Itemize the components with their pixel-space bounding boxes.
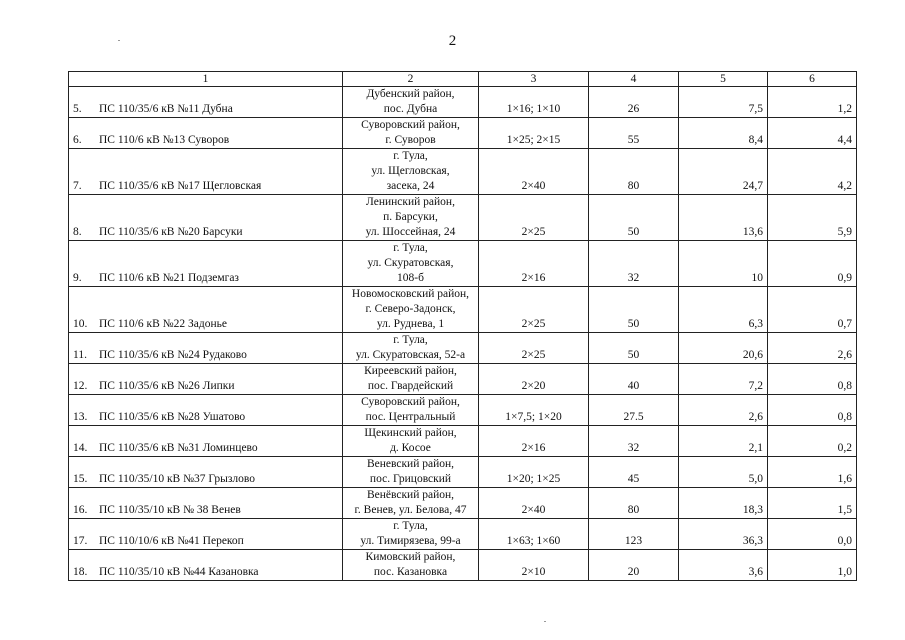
substation-name: ПС 110/6 кВ №22 Задонье (99, 318, 227, 330)
location-line: ул. Тимирязева, 99-а (360, 535, 461, 547)
substation-cell (69, 488, 343, 519)
table-row (69, 87, 857, 118)
row-number: 8. (73, 226, 82, 238)
location-cell (343, 488, 479, 519)
row-number: 11. (73, 349, 87, 361)
location-line: ул. Щегловская, (371, 165, 450, 177)
substation-name: ПС 110/35/6 кВ №11 Дубна (99, 103, 233, 115)
substation-cell (69, 333, 343, 364)
value-cell-c4: 45 (589, 457, 679, 488)
value-cell-c5: 5,0 (679, 457, 768, 488)
value-cell-c5: 10 (679, 241, 768, 287)
location-line: пос. Казановка (373, 566, 448, 578)
substation-name: ПС 110/35/6 кВ №26 Липки (99, 380, 235, 392)
value-cell-c5: 20,6 (679, 333, 768, 364)
table-row (69, 519, 857, 550)
value-cell-c5: 7,5 (679, 87, 768, 118)
table-row (69, 426, 857, 457)
value-cell-c3: 2×16 (479, 426, 589, 457)
row-number: 18. (73, 566, 88, 578)
location-cell (343, 241, 479, 287)
value-cell-c3: 2×25 (479, 195, 589, 241)
location-line: Ленинский район, (366, 196, 455, 208)
substation-name: ПС 110/35/6 кВ №31 Ломинцево (99, 442, 258, 454)
substation-cell (69, 519, 343, 550)
substation-cell (69, 364, 343, 395)
value-cell-c4: 80 (589, 149, 679, 195)
value-cell-c6: 0,8 (768, 364, 857, 395)
row-number: 12. (73, 380, 88, 392)
column-header: 5 (679, 72, 768, 87)
value-cell-c6: 1,2 (768, 87, 857, 118)
substation-cell (69, 118, 343, 149)
location-line: Веневский район, (366, 458, 455, 470)
table-row (69, 395, 857, 426)
table-row (69, 149, 857, 195)
row-number: 10. (73, 318, 88, 330)
column-header: 6 (768, 72, 857, 87)
value-cell-c5: 7,2 (679, 364, 768, 395)
location-line: Дубенский район, (366, 88, 455, 100)
location-line: пос. Центральный (365, 411, 456, 423)
substation-cell (69, 149, 343, 195)
value-cell-c5: 24,7 (679, 149, 768, 195)
value-cell-c3: 2×40 (479, 149, 589, 195)
location-line: Суворовский район, (361, 119, 460, 131)
location-line: п. Барсуки, (383, 211, 438, 223)
location-line: 108-б (397, 272, 424, 284)
value-cell-c3: 1×20; 1×25 (479, 457, 589, 488)
table-header-row (69, 72, 857, 87)
location-line: г. Тула, (393, 242, 428, 254)
substation-cell (69, 550, 343, 581)
location-cell (343, 333, 479, 364)
substation-name: ПС 110/35/6 кВ №17 Щегловская (99, 180, 262, 192)
location-cell (343, 118, 479, 149)
value-cell-c4: 50 (589, 287, 679, 333)
value-cell-c3: 2×10 (479, 550, 589, 581)
location-line: г. Венев, ул. Белова, 47 (354, 504, 467, 516)
location-cell (343, 395, 479, 426)
value-cell-c3: 2×16 (479, 241, 589, 287)
value-cell-c5: 2,6 (679, 395, 768, 426)
location-line: ул. Скуратовская, 52-а (355, 349, 466, 361)
value-cell-c5: 13,6 (679, 195, 768, 241)
table-row (69, 550, 857, 581)
location-line: г. Суворов (385, 134, 436, 146)
substation-cell (69, 287, 343, 333)
value-cell-c4: 50 (589, 195, 679, 241)
value-cell-c5: 2,1 (679, 426, 768, 457)
value-cell-c6: 1,0 (768, 550, 857, 581)
location-line: Суворовский район, (361, 396, 460, 408)
table-row (69, 457, 857, 488)
value-cell-c3: 1×63; 1×60 (479, 519, 589, 550)
value-cell-c4: 20 (589, 550, 679, 581)
table-row (69, 241, 857, 287)
substation-name: ПС 110/35/6 кВ №28 Ушатово (99, 411, 246, 423)
value-cell-c5: 36,3 (679, 519, 768, 550)
table-row (69, 195, 857, 241)
value-cell-c3: 2×25 (479, 287, 589, 333)
table-row (69, 364, 857, 395)
row-number: 15. (73, 473, 88, 485)
row-number: 17. (73, 535, 88, 547)
substation-name: ПС 110/6 кВ №21 Подземгаз (99, 272, 239, 284)
value-cell-c5: 18,3 (679, 488, 768, 519)
value-cell-c6: 1,5 (768, 488, 857, 519)
value-cell-c6: 0,2 (768, 426, 857, 457)
row-number: 6. (73, 134, 82, 146)
table-row (69, 333, 857, 364)
value-cell-c6: 0,9 (768, 241, 857, 287)
substation-cell (69, 241, 343, 287)
location-line: засека, 24 (386, 180, 435, 192)
value-cell-c3: 2×25 (479, 333, 589, 364)
location-line: Киреевский район, (364, 365, 457, 377)
column-header: 1 (69, 72, 343, 87)
row-number: 16. (73, 504, 88, 516)
substation-name: ПС 110/35/10 кВ №37 Грызлово (99, 473, 255, 485)
substation-cell (69, 426, 343, 457)
value-cell-c3: 1×16; 1×10 (479, 87, 589, 118)
value-cell-c6: 0,7 (768, 287, 857, 333)
location-line: ул. Скуратовская, (367, 257, 454, 269)
value-cell-c5: 6,3 (679, 287, 768, 333)
location-cell (343, 364, 479, 395)
value-cell-c6: 5,9 (768, 195, 857, 241)
location-line: г. Тула, (393, 150, 428, 162)
location-line: пос. Грицовский (369, 473, 452, 485)
row-number: 9. (73, 272, 82, 284)
value-cell-c4: 27.5 (589, 395, 679, 426)
location-cell (343, 195, 479, 241)
substation-name: ПС 110/35/10 кВ № 38 Венев (99, 504, 241, 516)
location-cell (343, 550, 479, 581)
value-cell-c3: 1×7,5; 1×20 (479, 395, 589, 426)
row-number: 14. (73, 442, 88, 454)
location-line: ул. Руднева, 1 (376, 318, 445, 330)
location-cell (343, 519, 479, 550)
value-cell-c6: 0,0 (768, 519, 857, 550)
value-cell-c4: 50 (589, 333, 679, 364)
location-line: г. Тула, (393, 520, 428, 532)
substation-name: ПС 110/6 кВ №13 Суворов (99, 134, 230, 146)
substation-cell (69, 457, 343, 488)
location-line: д. Косое (390, 442, 431, 454)
location-line: г. Северо-Задонск, (365, 303, 456, 315)
value-cell-c3: 2×20 (479, 364, 589, 395)
location-line: пос. Гвардейский (367, 380, 454, 392)
value-cell-c3: 2×40 (479, 488, 589, 519)
value-cell-c6: 0,8 (768, 395, 857, 426)
substation-name: ПС 110/10/6 кВ №41 Перекоп (99, 535, 244, 547)
table-row (69, 488, 857, 519)
value-cell-c6: 1,6 (768, 457, 857, 488)
row-number: 5. (73, 103, 82, 115)
location-cell (343, 87, 479, 118)
location-line: Новомосковский район, (351, 288, 470, 300)
location-cell (343, 287, 479, 333)
value-cell-c6: 4,2 (768, 149, 857, 195)
substation-name: ПС 110/35/6 кВ №24 Рудаково (99, 349, 247, 361)
location-line: Кимовский район, (365, 551, 456, 563)
value-cell-c4: 80 (589, 488, 679, 519)
value-cell-c6: 2,6 (768, 333, 857, 364)
location-line: Венёвский район, (366, 489, 455, 501)
location-cell (343, 457, 479, 488)
value-cell-c4: 26 (589, 87, 679, 118)
value-cell-c4: 55 (589, 118, 679, 149)
substation-name: ПС 110/35/10 кВ №44 Казановка (99, 566, 259, 578)
value-cell-c5: 8,4 (679, 118, 768, 149)
table-row (69, 287, 857, 333)
value-cell-c6: 4,4 (768, 118, 857, 149)
value-cell-c4: 40 (589, 364, 679, 395)
location-line: пос. Дубна (383, 103, 438, 115)
substation-cell (69, 195, 343, 241)
column-header: 4 (589, 72, 679, 87)
page-number: 2 (448, 33, 457, 49)
substations-table (68, 71, 857, 581)
table-row (69, 118, 857, 149)
location-line: г. Тула, (393, 334, 428, 346)
value-cell-c3: 1×25; 2×15 (479, 118, 589, 149)
substation-cell (69, 395, 343, 426)
column-header: 2 (343, 72, 479, 87)
value-cell-c4: 123 (589, 519, 679, 550)
substation-name: ПС 110/35/6 кВ №20 Барсуки (99, 226, 243, 238)
location-line: ул. Шоссейная, 24 (365, 226, 456, 238)
row-number: 13. (73, 411, 88, 423)
location-line: Щекинский район, (364, 427, 457, 439)
location-cell (343, 149, 479, 195)
column-header: 3 (479, 72, 589, 87)
row-number: 7. (73, 180, 82, 192)
value-cell-c4: 32 (589, 426, 679, 457)
value-cell-c4: 32 (589, 241, 679, 287)
value-cell-c5: 3,6 (679, 550, 768, 581)
scan-speck (544, 621, 546, 622)
scan-speck (118, 40, 120, 41)
location-cell (343, 426, 479, 457)
substation-cell (69, 87, 343, 118)
